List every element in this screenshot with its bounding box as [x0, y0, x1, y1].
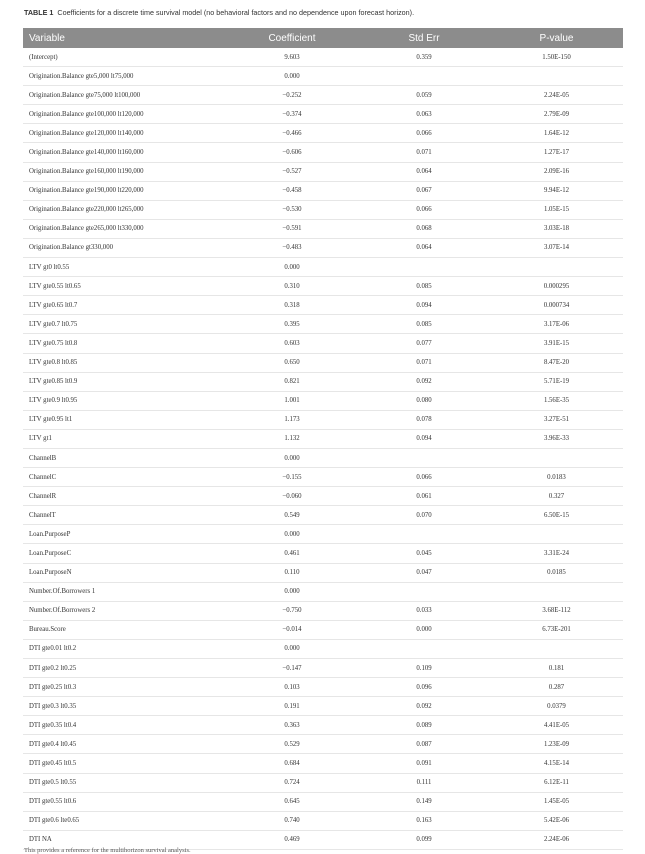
table-caption-label: TABLE 1 [24, 8, 54, 17]
table-row [23, 678, 623, 697]
table-row [23, 334, 623, 353]
cell-std-err: 0.111 [358, 773, 490, 792]
cell-coefficient: −0.530 [226, 200, 358, 219]
table-row [23, 429, 623, 448]
cell-variable: Origination.Balance gte75,000 lt100,000 [23, 86, 226, 105]
table-row [23, 200, 623, 219]
cell-p-value: 3.03E-18 [490, 219, 623, 238]
table-row [23, 448, 623, 467]
cell-p-value: 2.24E-06 [490, 830, 623, 849]
table-header-row [23, 28, 623, 48]
cell-coefficient: 1.173 [226, 410, 358, 429]
cell-p-value: 3.68E-112 [490, 601, 623, 620]
table-row [23, 563, 623, 582]
cell-std-err: 0.033 [358, 601, 490, 620]
cell-coefficient: 0.000 [226, 67, 358, 86]
table-row [23, 410, 623, 429]
cell-std-err [358, 525, 490, 544]
cell-std-err: 0.064 [358, 238, 490, 257]
cell-std-err [358, 448, 490, 467]
cell-coefficient: 0.103 [226, 678, 358, 697]
header-coefficient: Coefficient [226, 28, 358, 48]
table-row [23, 315, 623, 334]
cell-p-value: 5.71E-19 [490, 372, 623, 391]
cell-p-value: 0.327 [490, 487, 623, 506]
cell-p-value: 0.181 [490, 659, 623, 678]
cell-std-err: 0.109 [358, 659, 490, 678]
table-row [23, 219, 623, 238]
cell-coefficient: 0.529 [226, 735, 358, 754]
cell-variable: ChannelR [23, 487, 226, 506]
header-variable: Variable [23, 28, 226, 48]
table-row [23, 639, 623, 658]
cell-p-value: 0.0185 [490, 563, 623, 582]
cell-std-err: 0.067 [358, 181, 490, 200]
cell-coefficient: 0.000 [226, 582, 358, 601]
table-row [23, 143, 623, 162]
cell-variable: DTI gte0.4 lt0.45 [23, 735, 226, 754]
cell-std-err: 0.066 [358, 468, 490, 487]
cell-p-value: 3.96E-33 [490, 429, 623, 448]
table-row [23, 754, 623, 773]
cell-variable: (Intercept) [23, 48, 226, 67]
cell-p-value: 1.45E-05 [490, 792, 623, 811]
cell-std-err: 0.099 [358, 830, 490, 849]
cell-coefficient: 9.603 [226, 48, 358, 67]
cell-std-err: 0.092 [358, 372, 490, 391]
cell-p-value: 0.000734 [490, 296, 623, 315]
cell-p-value: 0.0183 [490, 468, 623, 487]
cell-coefficient: 0.000 [226, 448, 358, 467]
cell-coefficient: −0.591 [226, 219, 358, 238]
table-row [23, 659, 623, 678]
table-row [23, 48, 623, 67]
cell-std-err: 0.091 [358, 754, 490, 773]
cell-std-err: 0.066 [358, 200, 490, 219]
table-row [23, 124, 623, 143]
cell-variable: Origination.Balance gte190,000 lt220,000 [23, 181, 226, 200]
cell-std-err: 0.071 [358, 143, 490, 162]
cell-std-err: 0.149 [358, 792, 490, 811]
cell-coefficient: 0.650 [226, 353, 358, 372]
table-row [23, 296, 623, 315]
cell-coefficient: 0.000 [226, 639, 358, 658]
cell-coefficient: 1.001 [226, 391, 358, 410]
cell-variable: LTV gte0.95 lt1 [23, 410, 226, 429]
table-row [23, 716, 623, 735]
cell-coefficient: 0.395 [226, 315, 358, 334]
table-row [23, 181, 623, 200]
cell-std-err: 0.059 [358, 86, 490, 105]
cell-variable: DTI gte0.6 lte0.65 [23, 811, 226, 830]
cell-std-err: 0.094 [358, 296, 490, 315]
cell-coefficient: −0.155 [226, 468, 358, 487]
cell-coefficient: 0.318 [226, 296, 358, 315]
cell-variable: LTV gte0.75 lt0.8 [23, 334, 226, 353]
cell-coefficient: 0.310 [226, 277, 358, 296]
cell-variable: Loan.PurposeC [23, 544, 226, 563]
cell-p-value: 0.287 [490, 678, 623, 697]
cell-coefficient: 0.549 [226, 506, 358, 525]
cell-variable: DTI gte0.3 lt0.35 [23, 697, 226, 716]
cell-p-value: 2.09E-16 [490, 162, 623, 181]
cell-variable: Loan.PurposeN [23, 563, 226, 582]
table-row [23, 277, 623, 296]
table-row [23, 86, 623, 105]
cell-variable: Origination.Balance gte220,000 lt265,000 [23, 200, 226, 219]
table-row [23, 582, 623, 601]
cell-variable: LTV gte0.65 lt0.7 [23, 296, 226, 315]
cell-p-value: 2.24E-05 [490, 86, 623, 105]
cell-variable: LTV gt0 lt0.55 [23, 258, 226, 277]
cell-variable: DTI gte0.01 lt0.2 [23, 639, 226, 658]
cell-variable: LTV gte0.7 lt0.75 [23, 315, 226, 334]
cell-variable: Origination.Balance gt330,000 [23, 238, 226, 257]
cell-coefficient: 0.191 [226, 697, 358, 716]
cell-std-err: 0.070 [358, 506, 490, 525]
cell-variable: DTI gte0.5 lt0.55 [23, 773, 226, 792]
cell-std-err: 0.047 [358, 563, 490, 582]
table-caption-text: Coefficients for a discrete time survival model (no behavioral factors and no dependence upon forecast horizon). [57, 8, 415, 17]
cell-p-value [490, 258, 623, 277]
cell-p-value: 0.000295 [490, 277, 623, 296]
cell-std-err [358, 639, 490, 658]
cell-std-err: 0.071 [358, 353, 490, 372]
cell-coefficient: 0.469 [226, 830, 358, 849]
cell-p-value: 3.31E-24 [490, 544, 623, 563]
cell-coefficient: −0.458 [226, 181, 358, 200]
cell-coefficient: 0.000 [226, 258, 358, 277]
cell-p-value: 4.41E-05 [490, 716, 623, 735]
cell-variable: ChannelB [23, 448, 226, 467]
table-row [23, 620, 623, 639]
cell-coefficient: 0.363 [226, 716, 358, 735]
cell-coefficient: −0.483 [226, 238, 358, 257]
table-row [23, 773, 623, 792]
table-row [23, 735, 623, 754]
table-row [23, 372, 623, 391]
cell-variable: ChannelC [23, 468, 226, 487]
cell-variable: DTI gte0.55 lt0.6 [23, 792, 226, 811]
table-row [23, 162, 623, 181]
table-row [23, 525, 623, 544]
cell-variable: DTI gte0.35 lt0.4 [23, 716, 226, 735]
cell-std-err: 0.085 [358, 315, 490, 334]
cell-p-value: 2.79E-09 [490, 105, 623, 124]
cell-coefficient: 0.821 [226, 372, 358, 391]
cell-std-err: 0.000 [358, 620, 490, 639]
cell-coefficient: 0.684 [226, 754, 358, 773]
cell-p-value: 6.73E-201 [490, 620, 623, 639]
cell-std-err: 0.094 [358, 429, 490, 448]
cell-coefficient: 0.603 [226, 334, 358, 353]
cell-coefficient: 0.461 [226, 544, 358, 563]
cell-coefficient: −0.466 [226, 124, 358, 143]
cell-p-value: 9.94E-12 [490, 181, 623, 200]
cell-variable: LTV gte0.9 lt0.95 [23, 391, 226, 410]
cell-coefficient: −0.750 [226, 601, 358, 620]
cell-variable: DTI gte0.25 lt0.3 [23, 678, 226, 697]
cell-std-err: 0.078 [358, 410, 490, 429]
cell-std-err: 0.089 [358, 716, 490, 735]
cell-variable: Number.Of.Borrowers 1 [23, 582, 226, 601]
cell-std-err [358, 67, 490, 86]
cell-p-value: 6.12E-11 [490, 773, 623, 792]
header-p-value: P-value [490, 28, 623, 48]
table-row [23, 105, 623, 124]
table-row [23, 67, 623, 86]
cell-p-value: 1.05E-15 [490, 200, 623, 219]
cell-coefficient: 0.740 [226, 811, 358, 830]
cell-std-err: 0.096 [358, 678, 490, 697]
cell-variable: LTV gte0.85 lt0.9 [23, 372, 226, 391]
cell-variable: Origination.Balance gte160,000 lt190,000 [23, 162, 226, 181]
cell-variable: LTV gt1 [23, 429, 226, 448]
table-row [23, 353, 623, 372]
cell-variable: Origination.Balance gte140,000 lt160,000 [23, 143, 226, 162]
table-row [23, 238, 623, 257]
cell-p-value: 1.64E-12 [490, 124, 623, 143]
cell-std-err: 0.359 [358, 48, 490, 67]
cell-variable: Origination.Balance gte265,000 lt330,000 [23, 219, 226, 238]
cell-coefficient: −0.374 [226, 105, 358, 124]
cell-std-err [358, 258, 490, 277]
cell-variable: LTV gte0.8 lt0.85 [23, 353, 226, 372]
cell-variable: ChannelT [23, 506, 226, 525]
cell-coefficient: 0.645 [226, 792, 358, 811]
cell-p-value: 3.07E-14 [490, 238, 623, 257]
cell-coefficient: 0.724 [226, 773, 358, 792]
cell-p-value: 3.27E-51 [490, 410, 623, 429]
cell-p-value: 5.42E-06 [490, 811, 623, 830]
table-footnote: This provides a reference for the multihorizon survival analysis. [24, 847, 191, 854]
table-row [23, 601, 623, 620]
cell-coefficient: 0.110 [226, 563, 358, 582]
cell-coefficient: 0.000 [226, 525, 358, 544]
cell-p-value: 1.56E-35 [490, 391, 623, 410]
cell-coefficient: −0.527 [226, 162, 358, 181]
cell-p-value: 3.17E-06 [490, 315, 623, 334]
cell-p-value [490, 67, 623, 86]
cell-p-value: 0.0379 [490, 697, 623, 716]
cell-variable: DTI gte0.45 lt0.5 [23, 754, 226, 773]
cell-std-err: 0.068 [358, 219, 490, 238]
cell-p-value: 3.91E-15 [490, 334, 623, 353]
cell-variable: Origination.Balance gte120,000 lt140,000 [23, 124, 226, 143]
cell-std-err: 0.045 [358, 544, 490, 563]
cell-p-value: 1.50E-150 [490, 48, 623, 67]
cell-variable: Loan.PurposeP [23, 525, 226, 544]
cell-std-err: 0.080 [358, 391, 490, 410]
table-body [23, 48, 623, 849]
cell-p-value [490, 525, 623, 544]
table-row [23, 792, 623, 811]
cell-std-err: 0.163 [358, 811, 490, 830]
cell-coefficient: 1.132 [226, 429, 358, 448]
cell-std-err: 0.087 [358, 735, 490, 754]
table-row [23, 487, 623, 506]
cell-p-value: 1.23E-09 [490, 735, 623, 754]
cell-coefficient: −0.147 [226, 659, 358, 678]
header-std-err: Std Err [358, 28, 490, 48]
cell-std-err: 0.064 [358, 162, 490, 181]
cell-std-err: 0.077 [358, 334, 490, 353]
cell-p-value [490, 582, 623, 601]
cell-std-err: 0.063 [358, 105, 490, 124]
table-row [23, 258, 623, 277]
cell-std-err: 0.066 [358, 124, 490, 143]
cell-coefficient: −0.606 [226, 143, 358, 162]
table-row [23, 697, 623, 716]
cell-variable: Number.Of.Borrowers 2 [23, 601, 226, 620]
cell-p-value: 1.27E-17 [490, 143, 623, 162]
table-row [23, 468, 623, 487]
cell-coefficient: −0.060 [226, 487, 358, 506]
table-row [23, 506, 623, 525]
coefficients-table [23, 28, 623, 850]
cell-std-err: 0.061 [358, 487, 490, 506]
cell-p-value: 8.47E-20 [490, 353, 623, 372]
cell-variable: Origination.Balance gte5,000 lt75,000 [23, 67, 226, 86]
cell-std-err [358, 582, 490, 601]
cell-p-value: 6.50E-15 [490, 506, 623, 525]
cell-p-value: 4.15E-14 [490, 754, 623, 773]
cell-variable: DTI gte0.2 lt0.25 [23, 659, 226, 678]
cell-p-value [490, 639, 623, 658]
cell-std-err: 0.092 [358, 697, 490, 716]
cell-std-err: 0.085 [358, 277, 490, 296]
cell-coefficient: −0.014 [226, 620, 358, 639]
cell-variable: DTI NA [23, 830, 226, 849]
cell-variable: Bureau.Score [23, 620, 226, 639]
cell-variable: LTV gte0.55 lt0.65 [23, 277, 226, 296]
table-row [23, 544, 623, 563]
table-caption [24, 8, 624, 17]
cell-variable: Origination.Balance gte100,000 lt120,000 [23, 105, 226, 124]
cell-p-value [490, 448, 623, 467]
table-row [23, 811, 623, 830]
cell-coefficient: −0.252 [226, 86, 358, 105]
table-row [23, 391, 623, 410]
